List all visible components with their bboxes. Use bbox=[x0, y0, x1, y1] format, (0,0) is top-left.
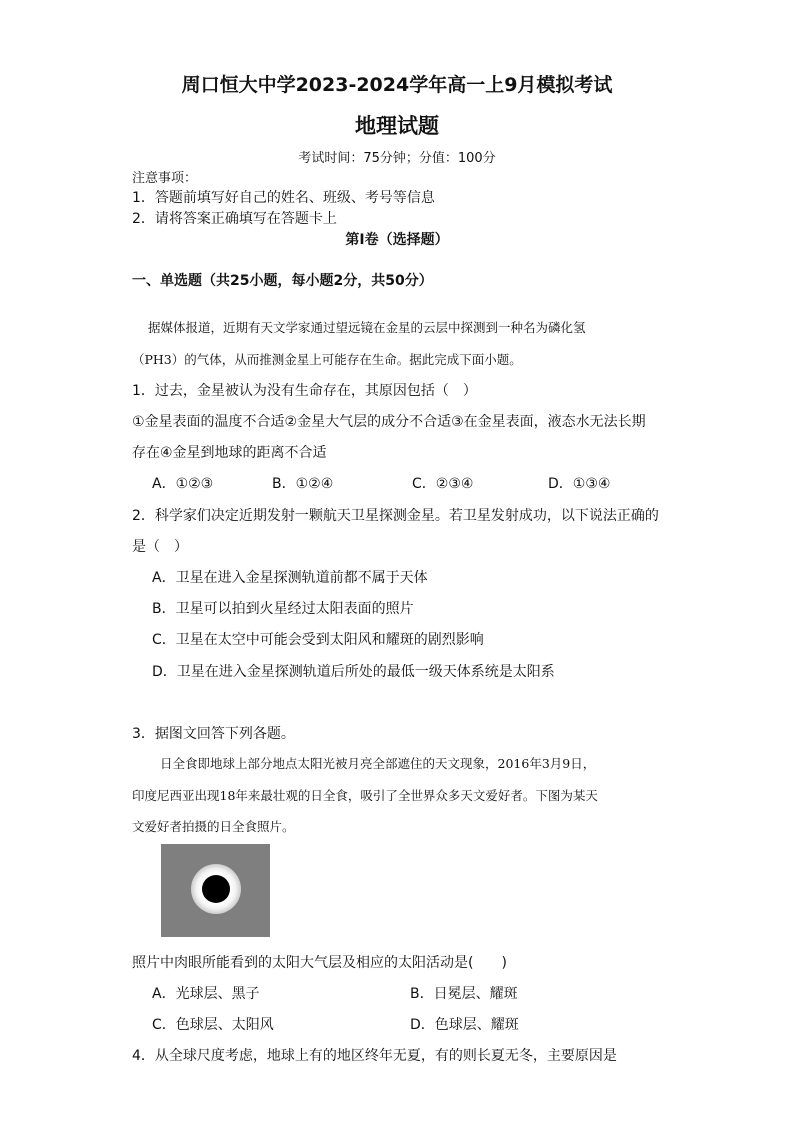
q1-option-b: B．①②④ bbox=[272, 476, 334, 492]
q3-passage-line-2: 印度尼西亚出现18年来最壮观的日全食，吸引了全世界众多天文爱好者。下图为某天 bbox=[132, 788, 598, 803]
q3-passage-line-3: 文爱好者拍摄的日全食照片。 bbox=[132, 819, 295, 834]
subject-title: 地理试题 bbox=[355, 114, 439, 138]
q2-stem-cont: 是（ ） bbox=[132, 539, 188, 555]
q3-stem: 3．据图文回答下列各题。 bbox=[132, 726, 295, 742]
notes-heading: 注意事项： bbox=[132, 171, 198, 186]
q2-option-c: C．卫星在太空中可能会受到太阳风和耀斑的剧烈影响 bbox=[152, 632, 484, 648]
q3-question: 照片中肉眼所能看到的太阳大气层及相应的太阳活动是( ) bbox=[132, 955, 507, 971]
q2-option-b: B．卫星可以拍到火星经过太阳表面的照片 bbox=[152, 601, 414, 617]
q3-passage-line-1: 日全食即地球上部分地点太阳光被月亮全部遮住的天文现象，2016年3月9日， bbox=[160, 756, 596, 771]
q3-option-c: C．色球层、太阳风 bbox=[152, 1017, 274, 1033]
passage-1-line-2: （PH3）的气体，从而推测金星上可能存在生命。据此完成下面小题。 bbox=[132, 352, 522, 367]
note-item-2: 2．请将答案正确填写在答题卡上 bbox=[132, 211, 337, 227]
q1-option-c: C．②③④ bbox=[412, 476, 474, 492]
q2-option-a: A．卫星在进入金星探测轨道前都不属于天体 bbox=[152, 570, 428, 586]
q1-statements-cont: 存在④金星到地球的距离不合适 bbox=[132, 445, 327, 461]
q1-stem: 1．过去，金星被认为没有生命存在，其原因包括（ ） bbox=[132, 383, 477, 399]
q1-option-d: D．①③④ bbox=[548, 476, 611, 492]
q3-option-a: A．光球层、黑子 bbox=[152, 986, 260, 1002]
solar-eclipse-photo bbox=[161, 844, 270, 937]
exam-title: 周口恒大中学2023-2024学年高一上9月模拟考试 bbox=[181, 74, 613, 96]
exam-info: 考试时间：75分钟；分值：100分 bbox=[298, 151, 496, 166]
q1-option-a: A．①②③ bbox=[152, 476, 214, 492]
moon-disk bbox=[202, 875, 230, 903]
note-item-1: 1．答题前填写好自己的姓名、班级、考号等信息 bbox=[132, 190, 435, 206]
q2-stem: 2．科学家们决定近期发射一颗航天卫星探测金星。若卫星发射成功，以下说法正确的 bbox=[132, 508, 659, 524]
q3-option-d: D．色球层、耀斑 bbox=[410, 1017, 519, 1033]
q4-stem: 4．从全球尺度考虑，地球上有的地区终年无夏，有的则长夏无冬，主要原因是 bbox=[132, 1048, 617, 1064]
q3-option-b: B．日冕层、耀斑 bbox=[410, 986, 518, 1002]
q1-statements: ①金星表面的温度不合适②金星大气层的成分不合适③在金星表面，液态水无法长期 bbox=[132, 414, 646, 430]
passage-1-line-1: 据媒体报道，近期有天文学家通过望远镜在金星的云层中探测到一种名为磷化氢 bbox=[148, 320, 586, 335]
q2-option-d: D．卫星在进入金星探测轨道后所处的最低一级天体系统是太阳系 bbox=[152, 664, 555, 680]
section-title: 第I卷（选择题） bbox=[345, 232, 449, 248]
part-title: 一、单选题（共25小题，每小题2分，共50分） bbox=[132, 273, 433, 289]
